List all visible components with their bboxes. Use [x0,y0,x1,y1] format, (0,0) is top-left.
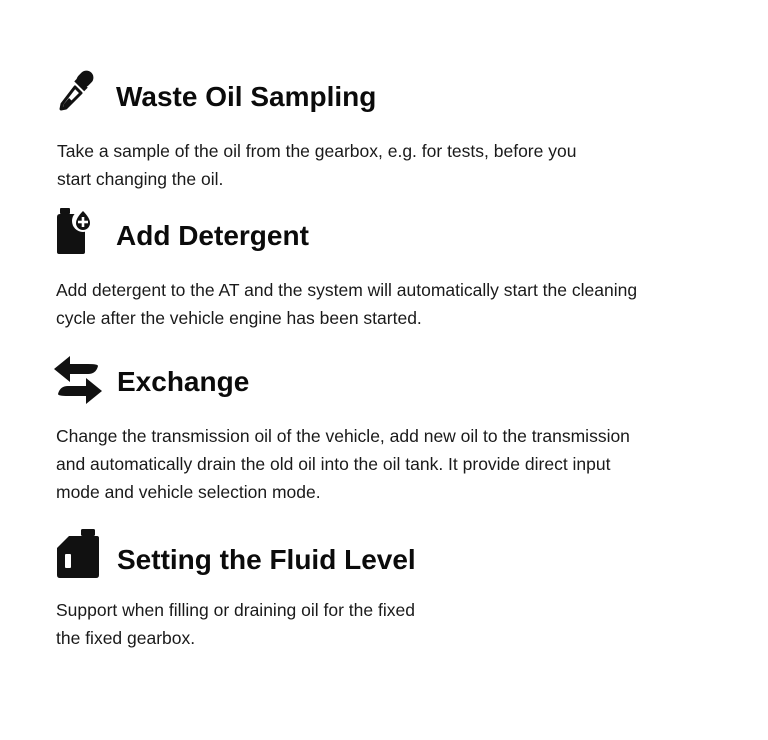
section-title: Add Detergent [116,220,309,251]
section-description [57,137,576,193]
exchange-arrows-icon [52,352,104,408]
detergent-canister-plus-icon [54,206,96,256]
description-line: Change the transmission oil of the vehicle, add new oil to the transmission [56,426,630,446]
section-description [56,596,415,652]
section-description [56,422,630,506]
description-line: and automatically drain the old oil into the oil tank. It provide direct input [56,454,611,474]
section-title: Waste Oil Sampling [116,81,377,112]
section-description [56,276,637,332]
description-line: the fixed gearbox. [56,628,196,648]
description-line: start changing the oil. [57,169,224,189]
description-line: Take a sample of the oil from the gearbox, e.g. for tests, before you [57,141,577,161]
description-line: Add detergent to the AT and the system will automatically start the cleaning [56,280,638,300]
pipette-icon [56,68,98,114]
description-line: cycle after the vehicle engine has been started. [56,308,422,328]
section-title: Exchange [117,366,250,397]
fluid-canister-icon [55,528,101,580]
section-title: Setting the Fluid Level [117,544,416,575]
description-line: Support when filling or draining oil for the fixed [56,600,415,620]
description-line: mode and vehicle selection mode. [56,482,321,502]
